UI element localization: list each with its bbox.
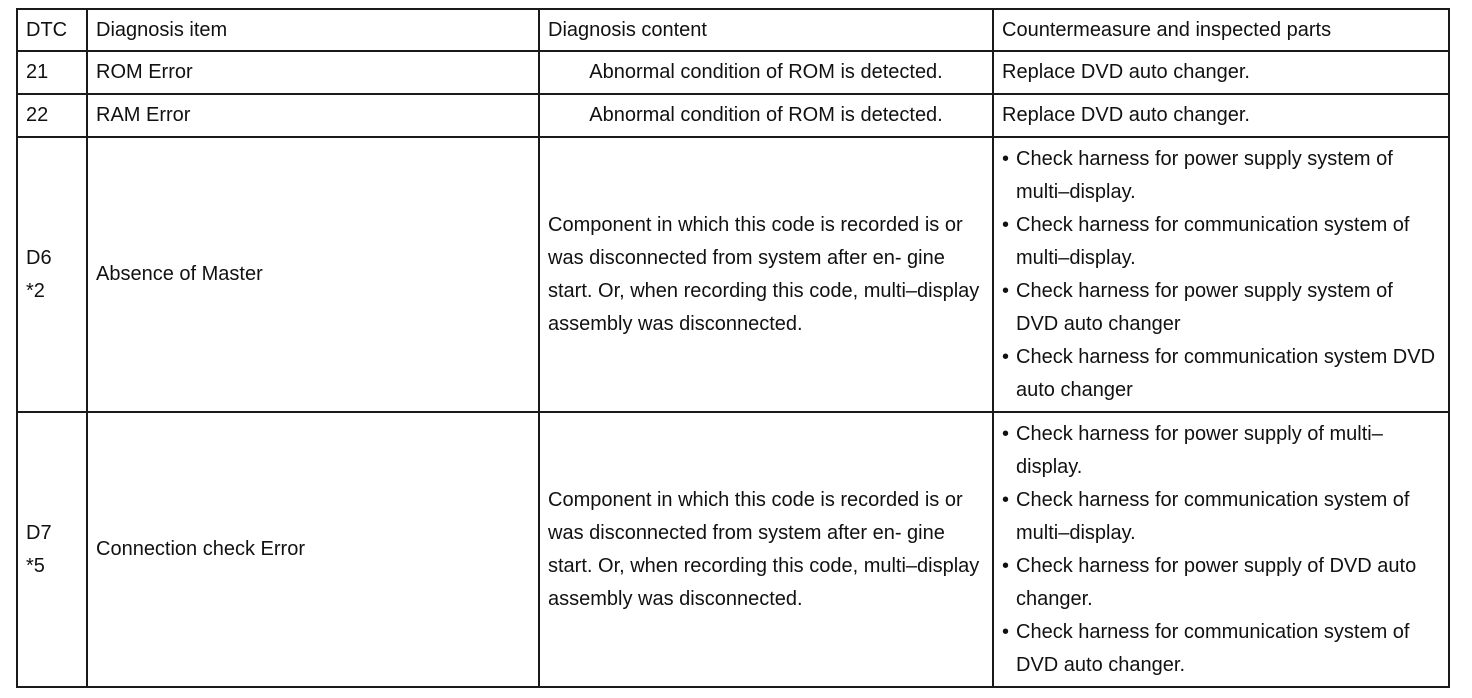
header-countermeasure: Countermeasure and inspected parts (993, 9, 1449, 51)
header-dtc: DTC (17, 9, 87, 51)
diagnosis-item: ROM Error (87, 51, 539, 94)
list-item: • Check harness for communication system of multi–display. (1002, 484, 1440, 550)
diagnosis-content: Abnormal condition of ROM is detected. (539, 94, 993, 137)
list-item: • Check harness for power supply system of multi–display. (1002, 143, 1440, 209)
table-row (17, 51, 1449, 94)
table-row (17, 412, 1449, 687)
list-item: • Check harness for power supply system of DVD auto changer (1002, 275, 1440, 341)
countermeasure-list (1002, 418, 1440, 682)
countermeasure (993, 412, 1449, 687)
dtc-cell (17, 412, 87, 687)
table-row (17, 94, 1449, 137)
dtc-code: 21 (17, 51, 87, 94)
dtc-note: *2 (26, 279, 45, 302)
countermeasure: Replace DVD auto changer. (993, 94, 1449, 137)
dtc-code: D7 (26, 521, 52, 544)
diagnosis-item: Connection check Error (87, 412, 539, 687)
table-row (17, 137, 1449, 412)
list-item: • Check harness for communication system of multi–display. (1002, 209, 1440, 275)
header-diagnosis-content: Diagnosis content (539, 9, 993, 51)
list-item: • Check harness for power supply of multi– display. (1002, 418, 1440, 484)
diagnosis-content: Component in which this code is recorded is or was disconnected from system after en- gine start. Or, when recording this code, multi–display assembly was disconnected. (539, 137, 993, 412)
dtc-cell (17, 137, 87, 412)
table-header-row (17, 9, 1449, 51)
countermeasure: Replace DVD auto changer. (993, 51, 1449, 94)
dtc-code: D6 (26, 246, 52, 269)
diagnosis-item: Absence of Master (87, 137, 539, 412)
dtc-note: *5 (26, 554, 45, 577)
list-item: • Check harness for power supply of DVD auto changer. (1002, 550, 1440, 616)
dtc-table (16, 8, 1450, 688)
countermeasure-list (1002, 143, 1440, 407)
diagnosis-content: Abnormal condition of ROM is detected. (539, 51, 993, 94)
list-item: • Check harness for communication system of DVD auto changer. (1002, 616, 1440, 682)
dtc-code: 22 (17, 94, 87, 137)
diagnosis-item: RAM Error (87, 94, 539, 137)
countermeasure (993, 137, 1449, 412)
diagnosis-content: Component in which this code is recorded is or was disconnected from system after en- gine start. Or, when recording this code, multi–display assembly was disconnected. (539, 412, 993, 687)
list-item: • Check harness for communication system DVD auto changer (1002, 341, 1440, 407)
header-diagnosis-item: Diagnosis item (87, 9, 539, 51)
